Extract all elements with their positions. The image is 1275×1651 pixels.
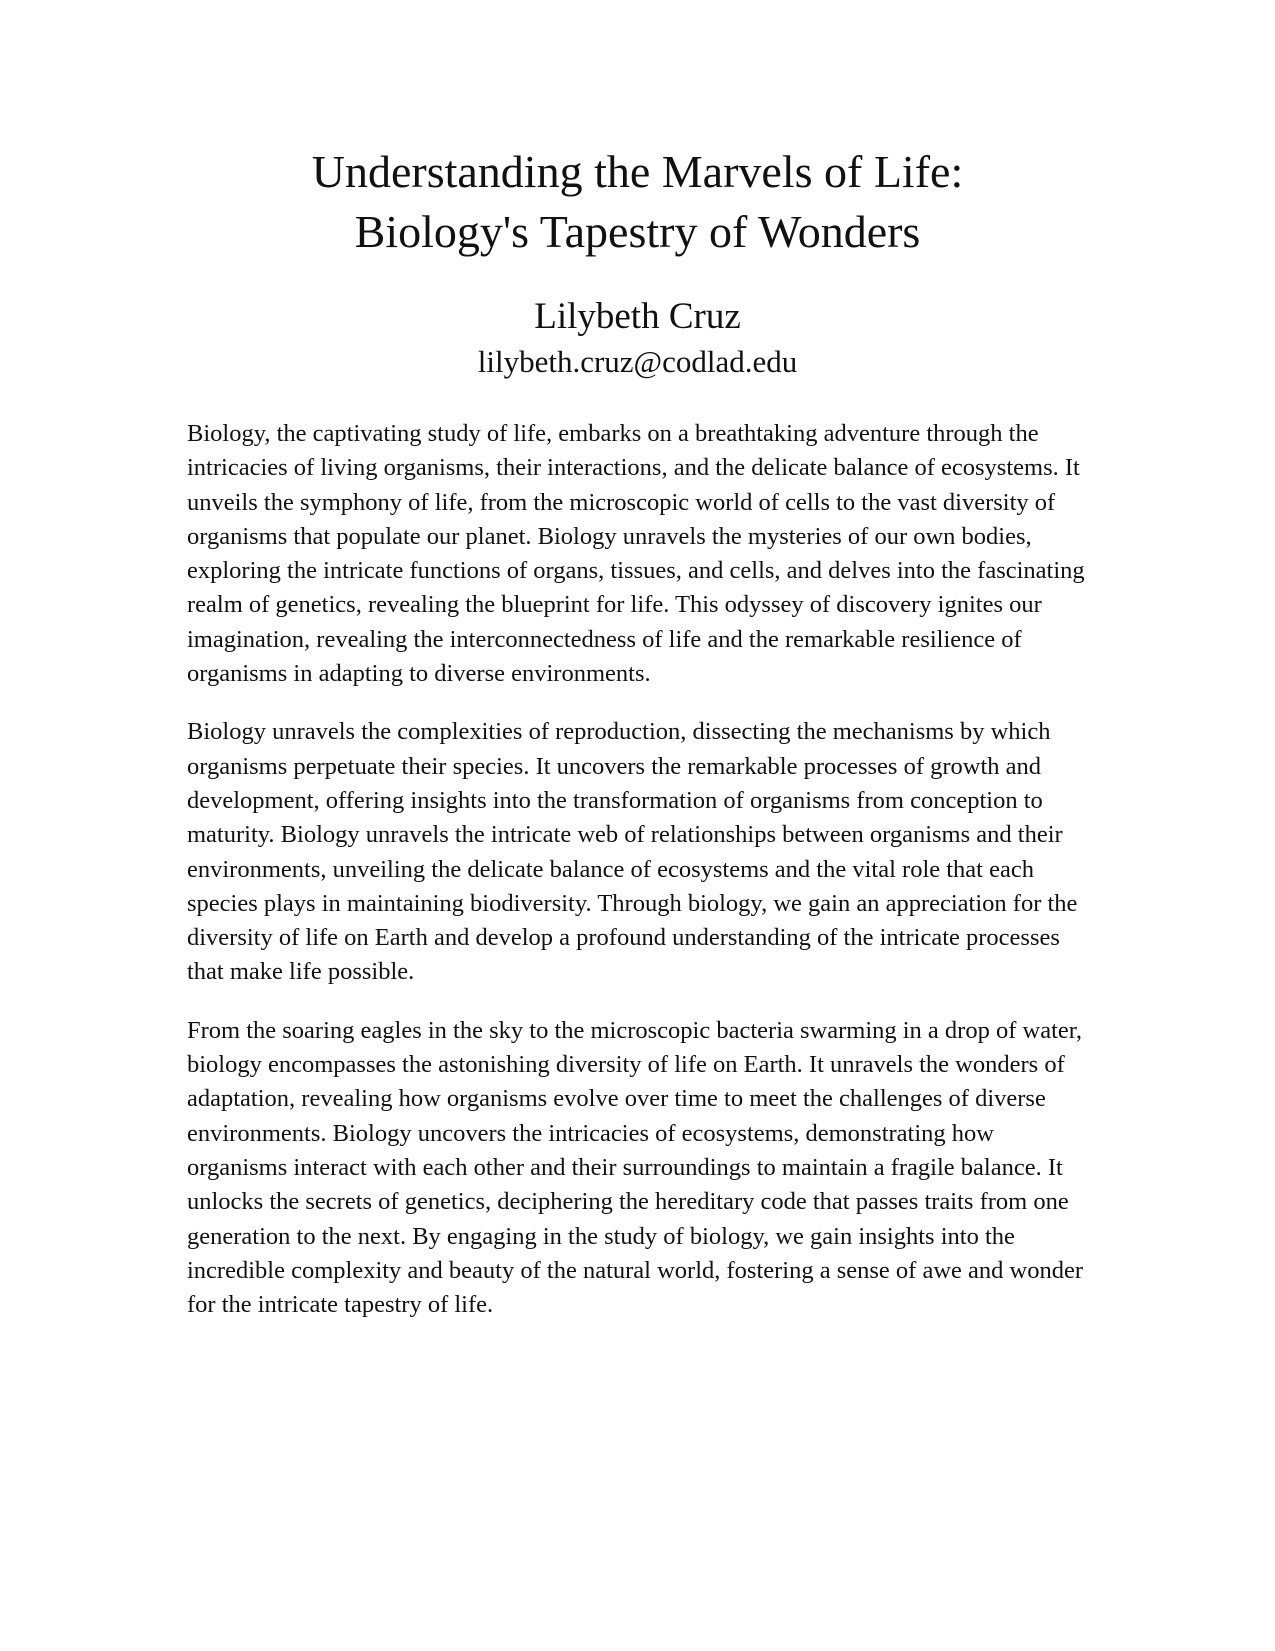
body-text — [187, 417, 1087, 1346]
paragraph-3: From the soaring eagles in the sky to the microscopic bacteria swarming in a drop of water, biology encompasses the astonishing diversity of life on Earth. It unravels the wonders of adaptation, revealing how organisms evolve over time to meet the challenges of diverse environments. Biology uncovers the intricacies of ecosystems, demonstrating how organisms interact with each other and their surroundings to maintain a fragile balance. It unlocks the secrets of genetics, deciphering the hereditary code that passes traits from one generation to the next. By engaging in the study of biology, we gain insights into the incredible complexity and beauty of the natural world, fostering a sense of awe and wonder for the intricate tapestry of life. — [187, 1016, 1083, 1319]
document-title — [0, 142, 1275, 262]
paragraph-2: Biology unravels the complexities of reproduction, dissecting the mechanisms by which organisms perpetuate their species. It uncovers the remarkable processes of growth and development, offering insights into the transformation of organisms from conception to maturity. Biology unravels the intricate web of relationships between organisms and their environments, unveiling the delicate balance of ecosystems and the vital role that each species plays in maintaining biodiversity. Through biology, we gain an appreciation for the diversity of life on Earth and develop a profound understanding of the intricate processes that make life possible. — [187, 718, 1078, 986]
author-name: Lilybeth Cruz — [534, 296, 741, 337]
author-block — [0, 294, 1275, 384]
author-email: lilybeth.cruz@codlad.edu — [477, 344, 798, 379]
title-line-1: Understanding the Marvels of Life: — [311, 146, 964, 197]
title-line-2: Biology's Tapestry of Wonders — [354, 206, 921, 257]
paragraph-1: Biology, the captivating study of life, embarks on a breathtaking adventure through the intricacies of living organisms, their interactions, and the delicate balance of ecosystems. It unveils the symphony of life, from the microscopic world of cells to the vast diversity of organisms that populate our planet. Biology unravels the mysteries of our own bodies, exploring the intricate functions of organs, tissues, and cells, and delves into the fascinating realm of genetics, revealing the blueprint for life. This odyssey of discovery ignites our imagination, revealing the interconnectedness of life and the remarkable resilience of organisms in adapting to diverse environments. — [187, 420, 1085, 688]
